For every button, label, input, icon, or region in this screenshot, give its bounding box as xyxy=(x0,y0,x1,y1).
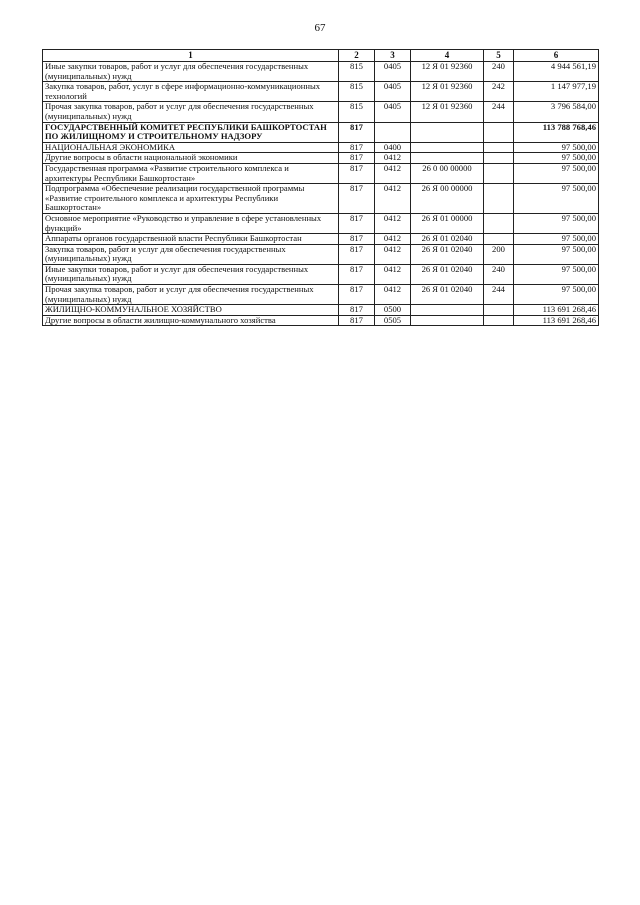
cell-target-article: 26 Я 01 02040 xyxy=(411,234,484,245)
cell-section-code: 0412 xyxy=(375,153,411,164)
cell-section-code: 0412 xyxy=(375,244,411,264)
cell-expense-type xyxy=(484,184,514,214)
column-header: 2 xyxy=(339,50,375,62)
cell-target-article: 12 Я 01 92360 xyxy=(411,82,484,102)
cell-expense-type xyxy=(484,315,514,326)
table-header-row xyxy=(43,50,599,62)
cell-ministry-code: 817 xyxy=(339,122,375,142)
cell-ministry-code: 817 xyxy=(339,163,375,183)
table-row xyxy=(43,244,599,264)
cell-target-article: 26 Я 00 00000 xyxy=(411,184,484,214)
cell-amount: 3 796 584,00 xyxy=(514,102,599,122)
cell-expense-type xyxy=(484,122,514,142)
cell-section-code: 0400 xyxy=(375,142,411,153)
table-row xyxy=(43,102,599,122)
table-row xyxy=(43,62,599,82)
cell-amount: 113 691 268,46 xyxy=(514,305,599,316)
table-row xyxy=(43,122,599,142)
cell-section-code: 0412 xyxy=(375,264,411,284)
cell-amount: 97 500,00 xyxy=(514,163,599,183)
cell-section-code: 0500 xyxy=(375,305,411,316)
cell-name: Закупка товаров, работ и услуг для обеспечения государственных (муниципальных) нужд xyxy=(43,244,339,264)
cell-section-code: 0412 xyxy=(375,285,411,305)
table-row xyxy=(43,184,599,214)
cell-target-article: 12 Я 01 92360 xyxy=(411,62,484,82)
table-row xyxy=(43,264,599,284)
table-body xyxy=(43,62,599,326)
cell-name: Подпрограмма «Обеспечение реализации государственной программы «Развитие строительного комплекса и архитектуры Республики Башкортостан» xyxy=(43,184,339,214)
cell-ministry-code: 817 xyxy=(339,244,375,264)
cell-target-article xyxy=(411,122,484,142)
cell-expense-type: 200 xyxy=(484,244,514,264)
cell-amount: 97 500,00 xyxy=(514,285,599,305)
table-row xyxy=(43,82,599,102)
cell-expense-type xyxy=(484,213,514,233)
cell-section-code: 0405 xyxy=(375,102,411,122)
column-header: 6 xyxy=(514,50,599,62)
cell-target-article: 26 Я 01 02040 xyxy=(411,244,484,264)
cell-name: ЖИЛИЩНО-КОММУНАЛЬНОЕ ХОЗЯЙСТВО xyxy=(43,305,339,316)
cell-amount: 97 500,00 xyxy=(514,184,599,214)
cell-target-article: 26 Я 01 00000 xyxy=(411,213,484,233)
cell-expense-type xyxy=(484,305,514,316)
column-header: 5 xyxy=(484,50,514,62)
table-row xyxy=(43,213,599,233)
cell-target-article: 26 Я 01 02040 xyxy=(411,264,484,284)
cell-section-code xyxy=(375,122,411,142)
cell-amount: 97 500,00 xyxy=(514,264,599,284)
budget-table xyxy=(42,49,599,326)
cell-ministry-code: 815 xyxy=(339,62,375,82)
cell-target-article: 12 Я 01 92360 xyxy=(411,102,484,122)
cell-ministry-code: 817 xyxy=(339,315,375,326)
cell-expense-type: 240 xyxy=(484,264,514,284)
cell-name: НАЦИОНАЛЬНАЯ ЭКОНОМИКА xyxy=(43,142,339,153)
cell-target-article: 26 Я 01 02040 xyxy=(411,285,484,305)
column-header: 3 xyxy=(375,50,411,62)
column-header: 1 xyxy=(43,50,339,62)
page-number: 67 xyxy=(314,22,326,34)
cell-amount: 4 944 561,19 xyxy=(514,62,599,82)
cell-section-code: 0412 xyxy=(375,163,411,183)
cell-name: Прочая закупка товаров, работ и услуг для обеспечения государственных (муниципальных) нужд xyxy=(43,102,339,122)
cell-amount: 97 500,00 xyxy=(514,213,599,233)
cell-ministry-code: 817 xyxy=(339,184,375,214)
cell-expense-type xyxy=(484,234,514,245)
cell-section-code: 0412 xyxy=(375,184,411,214)
cell-ministry-code: 817 xyxy=(339,234,375,245)
cell-section-code: 0405 xyxy=(375,82,411,102)
cell-amount: 97 500,00 xyxy=(514,142,599,153)
cell-name: Другие вопросы в области жилищно-коммунального хозяйства xyxy=(43,315,339,326)
cell-section-code: 0505 xyxy=(375,315,411,326)
cell-ministry-code: 815 xyxy=(339,82,375,102)
cell-expense-type: 240 xyxy=(484,62,514,82)
column-header: 4 xyxy=(411,50,484,62)
cell-name: Государственная программа «Развитие строительного комплекса и архитектуры Республики Башкортостан» xyxy=(43,163,339,183)
cell-section-code: 0412 xyxy=(375,213,411,233)
cell-section-code: 0412 xyxy=(375,234,411,245)
cell-name: Другие вопросы в области национальной экономики xyxy=(43,153,339,164)
cell-name: ГОСУДАРСТВЕННЫЙ КОМИТЕТ РЕСПУБЛИКИ БАШКОРТОСТАН ПО ЖИЛИЩНОМУ И СТРОИТЕЛЬНОМУ НАДЗОРУ xyxy=(43,122,339,142)
cell-ministry-code: 817 xyxy=(339,305,375,316)
cell-target-article xyxy=(411,142,484,153)
cell-name: Основное мероприятие «Руководство и управление в сфере установленных функций» xyxy=(43,213,339,233)
cell-ministry-code: 817 xyxy=(339,142,375,153)
cell-expense-type: 244 xyxy=(484,102,514,122)
cell-target-article xyxy=(411,153,484,164)
cell-name: Аппараты органов государственной власти Республики Башкортостан xyxy=(43,234,339,245)
cell-amount: 1 147 977,19 xyxy=(514,82,599,102)
cell-expense-type xyxy=(484,163,514,183)
cell-name: Иные закупки товаров, работ и услуг для обеспечения государственных (муниципальных) нужд xyxy=(43,264,339,284)
cell-target-article: 26 0 00 00000 xyxy=(411,163,484,183)
cell-name: Прочая закупка товаров, работ и услуг для обеспечения государственных (муниципальных) нужд xyxy=(43,285,339,305)
table-row xyxy=(43,142,599,153)
cell-ministry-code: 817 xyxy=(339,213,375,233)
cell-amount: 97 500,00 xyxy=(514,244,599,264)
cell-target-article xyxy=(411,305,484,316)
table-row xyxy=(43,285,599,305)
table-row xyxy=(43,153,599,164)
cell-expense-type: 244 xyxy=(484,285,514,305)
table-row xyxy=(43,315,599,326)
table-row xyxy=(43,305,599,316)
cell-amount: 113 691 268,46 xyxy=(514,315,599,326)
cell-ministry-code: 815 xyxy=(339,102,375,122)
cell-expense-type xyxy=(484,153,514,164)
cell-expense-type: 242 xyxy=(484,82,514,102)
cell-name: Закупка товаров, работ, услуг в сфере информационно-коммуникационных технологий xyxy=(43,82,339,102)
cell-section-code: 0405 xyxy=(375,62,411,82)
cell-ministry-code: 817 xyxy=(339,285,375,305)
cell-amount: 97 500,00 xyxy=(514,153,599,164)
cell-ministry-code: 817 xyxy=(339,153,375,164)
cell-amount: 97 500,00 xyxy=(514,234,599,245)
cell-amount: 113 788 768,46 xyxy=(514,122,599,142)
cell-ministry-code: 817 xyxy=(339,264,375,284)
table-row xyxy=(43,234,599,245)
cell-target-article xyxy=(411,315,484,326)
cell-expense-type xyxy=(484,142,514,153)
table-row xyxy=(43,163,599,183)
cell-name: Иные закупки товаров, работ и услуг для обеспечения государственных (муниципальных) нужд xyxy=(43,62,339,82)
